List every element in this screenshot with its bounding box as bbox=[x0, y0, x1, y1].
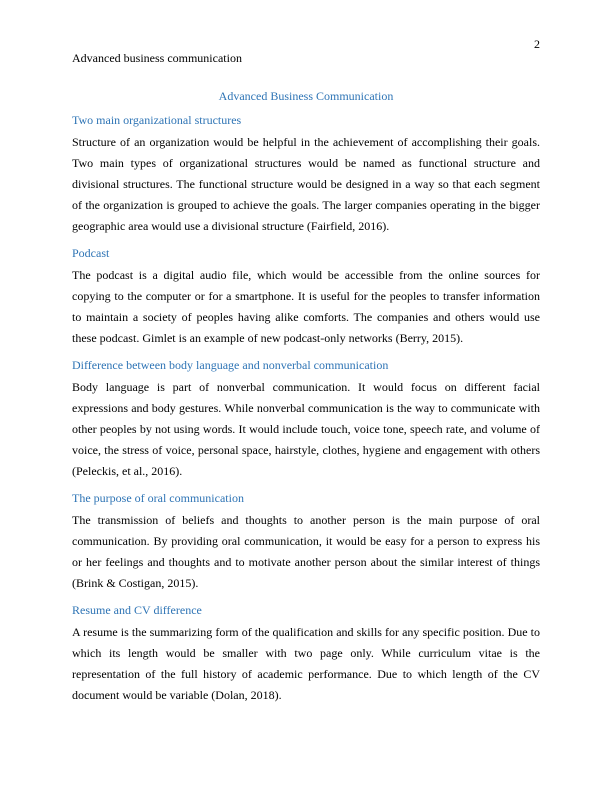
section-heading: The purpose of oral communication bbox=[72, 491, 244, 505]
section-heading: Difference between body language and nonverbal communication bbox=[72, 358, 389, 372]
section-podcast bbox=[72, 245, 540, 349]
section-paragraph: The transmission of beliefs and thoughts to another person is the main purpose of oral communication. By providing oral communication, it would be easy for a person to express his or her feelings and thoughts and to motivate another person about the similar interest of things (Brink & Costigan, 2015). bbox=[72, 513, 540, 590]
section-resume-cv bbox=[72, 602, 540, 706]
section-paragraph: A resume is the summarizing form of the qualification and skills for any specific position. Due to which its length would be smaller with two page only. While curriculum vitae is the representation of the full history of academic performance. Due to which length of the CV document would be variable (Dolan, 2018). bbox=[72, 625, 540, 702]
section-paragraph: Body language is part of nonverbal communication. It would focus on different facial expressions and body gestures. While nonverbal communication is the way to communicate with other peoples by not using words. It would include touch, voice tone, speech rate, and volume of voice, the stress of voice, personal space, hairstyle, clothes, hygiene and engagement with others (Peleckis, et al., 2016). bbox=[72, 380, 540, 478]
running-head: Advanced business communication bbox=[72, 51, 242, 65]
section-heading: Two main organizational structures bbox=[72, 113, 242, 127]
section-heading: Resume and CV difference bbox=[72, 603, 202, 617]
page-number: 2 bbox=[534, 37, 540, 51]
section-paragraph: Structure of an organization would be helpful in the achievement of accomplishing their goals. Two main types of organizational structures would be named as functional structure and divisional structures. The functional structure would be designed in a way so that each segment of the organization is grouped to achieve the goals. The larger companies operating in the bigger geographic area would use a divisional structure (Fairfield, 2016). bbox=[72, 135, 540, 233]
document-body bbox=[72, 88, 540, 714]
document-title: Advanced Business Communication bbox=[218, 89, 394, 103]
section-organizational-structures bbox=[72, 112, 540, 237]
section-oral-communication bbox=[72, 490, 540, 594]
section-body-language bbox=[72, 357, 540, 482]
section-paragraph: The podcast is a digital audio file, which would be accessible from the online sources for copying to the computer or for a smartphone. It is useful for the peoples to transfer information to maintain a society of peoples having alike comforts. The companies and others would use these podcast. Gimlet is an example of new podcast-only networks (Berry, 2015). bbox=[72, 268, 540, 345]
section-heading: Podcast bbox=[72, 246, 110, 260]
